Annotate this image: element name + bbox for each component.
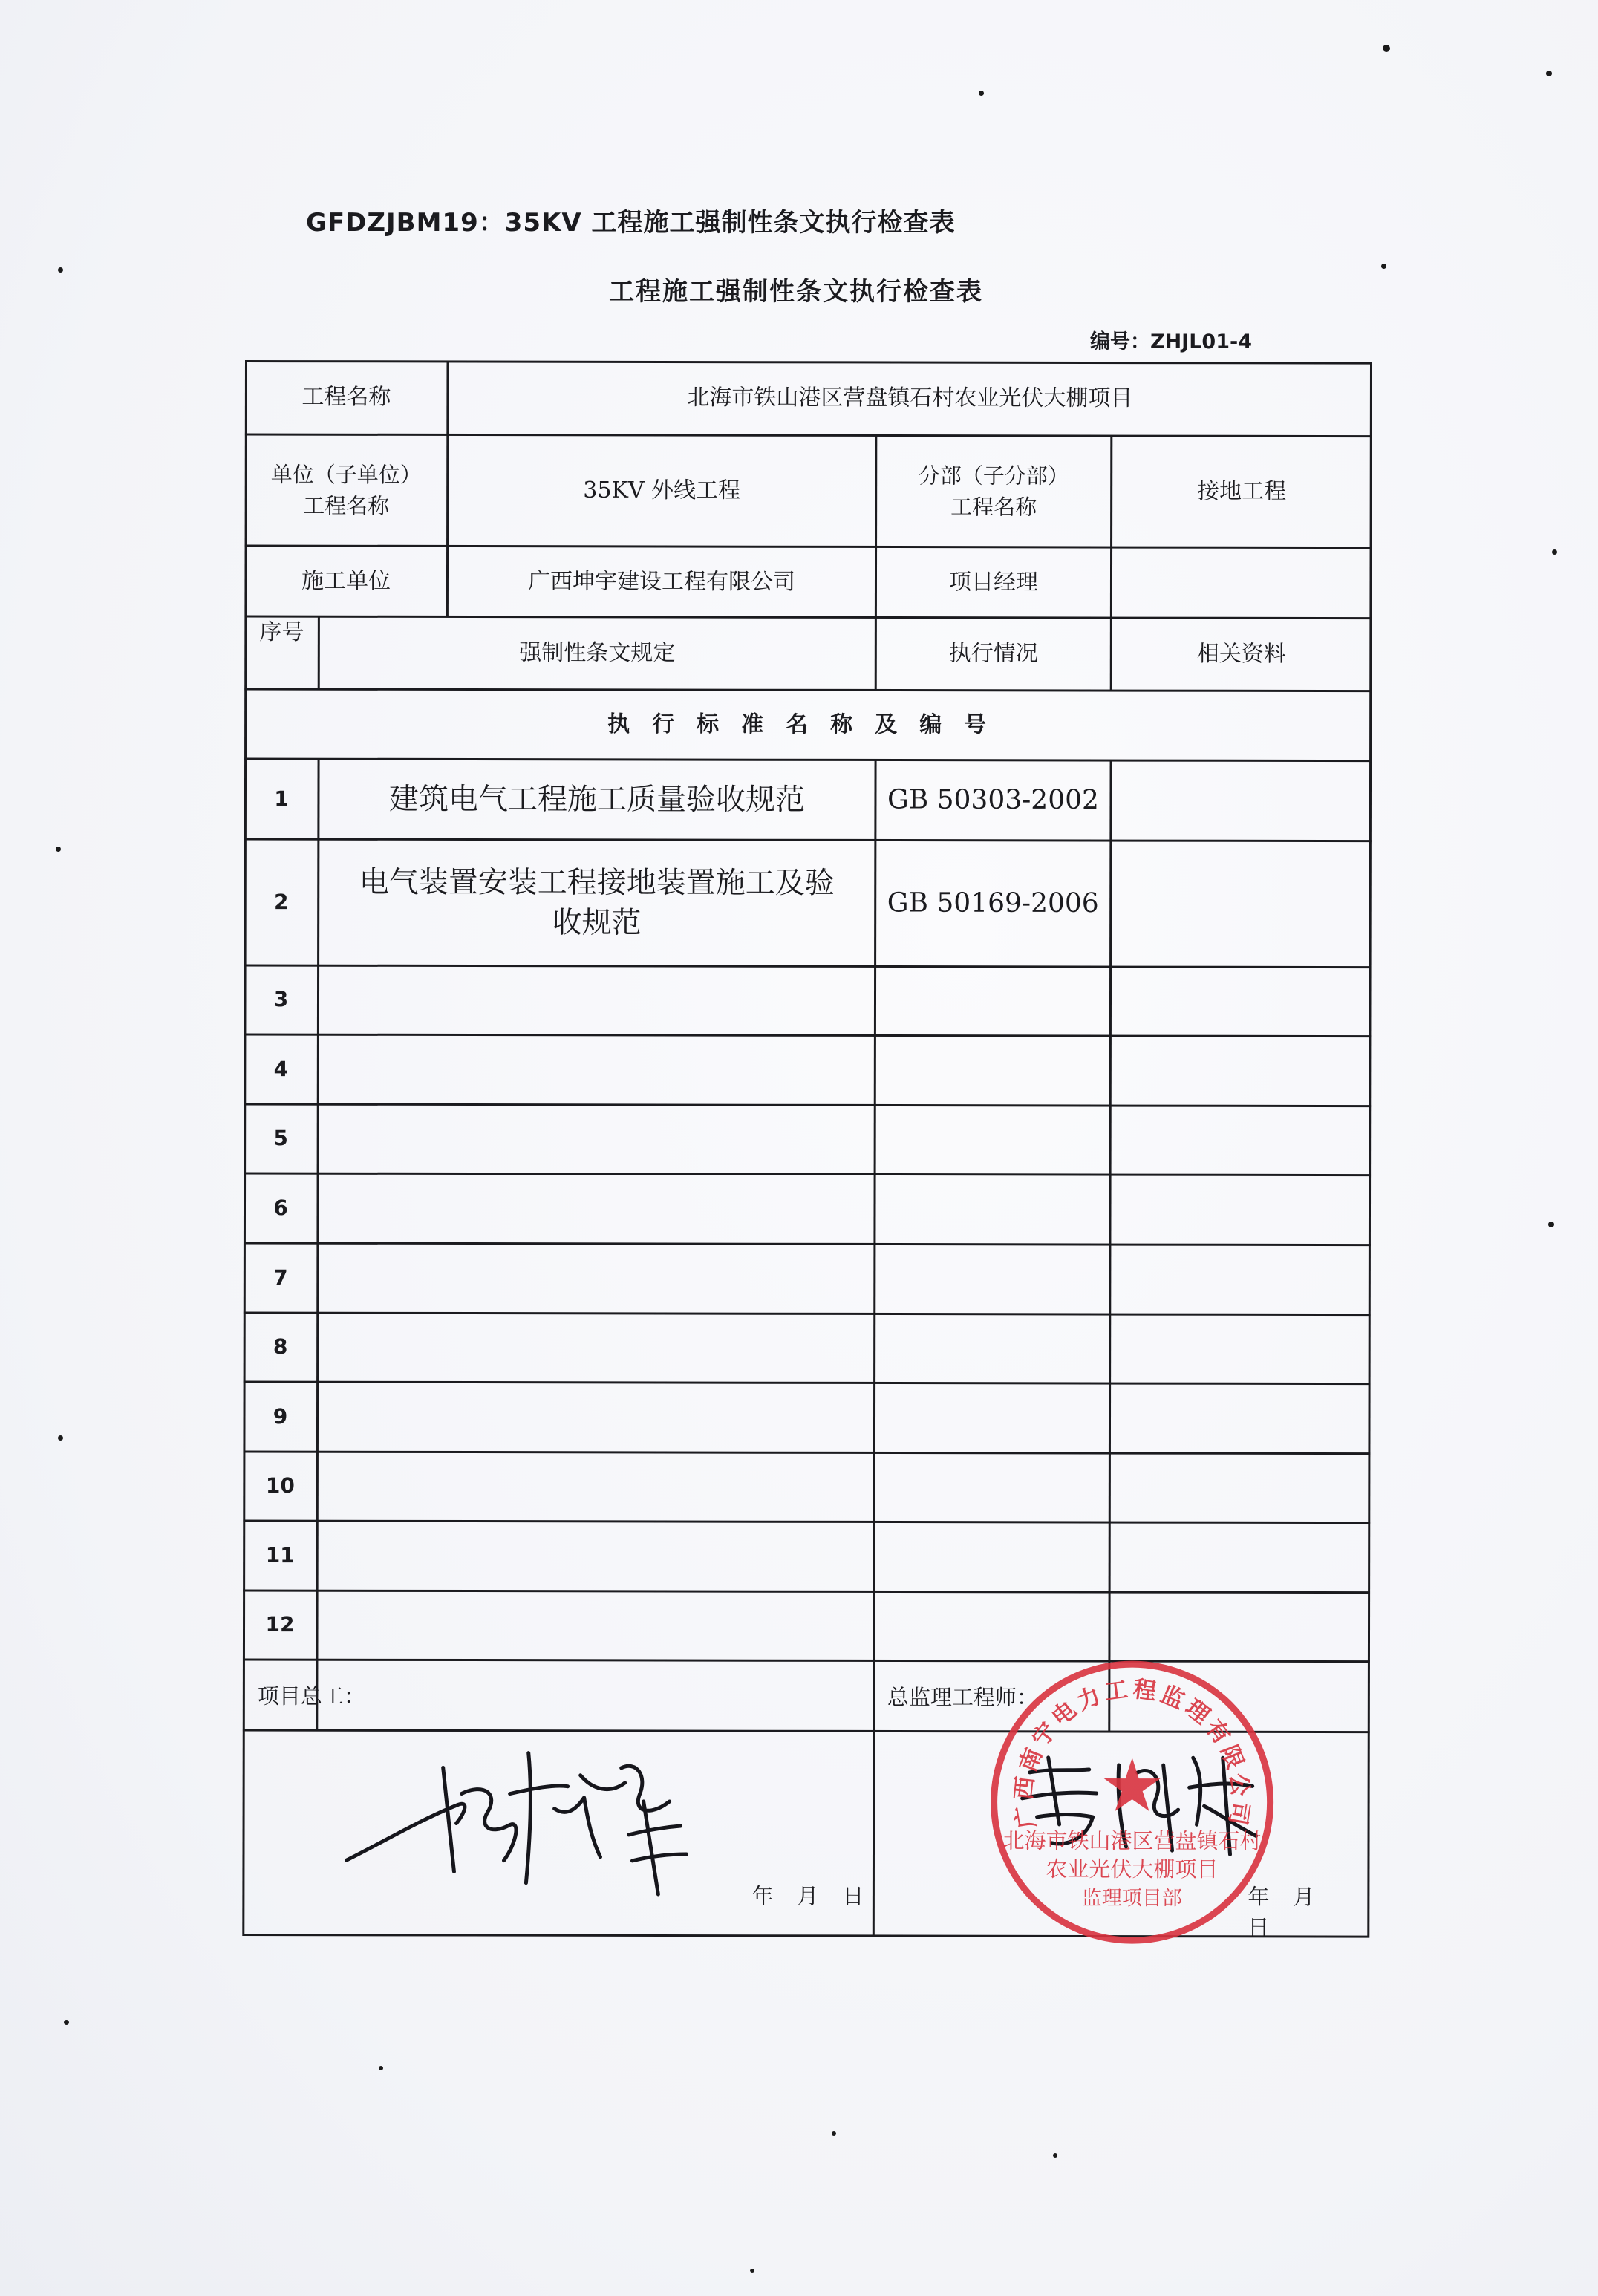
project-name-value: 北海市铁山港区营盘镇石村农业光伏大棚项目 xyxy=(687,385,1133,412)
row-number: 10 xyxy=(265,1473,295,1498)
scan-speck xyxy=(379,2066,383,2070)
svg-text:北海市铁山港区营盘镇石村: 北海市铁山港区营盘镇石村 xyxy=(1002,1827,1262,1854)
scan-speck xyxy=(832,2131,836,2136)
contractor-value: 广西坤宇建设工程有限公司 xyxy=(527,568,796,596)
row-number: 8 xyxy=(273,1334,288,1360)
serial-number: 编号：ZHJL01-4 xyxy=(1090,330,1252,353)
scan-speck xyxy=(979,91,984,96)
standard-name xyxy=(319,839,875,966)
svg-text:农业光伏大棚项目: 农业光伏大棚项目 xyxy=(1046,1856,1219,1882)
row-number: 2 xyxy=(273,889,289,914)
row-number: 1 xyxy=(274,786,289,811)
standard-name-line-1: 电气装置安装工程接地装置施工及验 xyxy=(359,865,835,901)
row-number: 11 xyxy=(265,1542,295,1568)
docs-cell xyxy=(1111,841,1372,968)
chief-supervisor-label: 总监理工程师： xyxy=(887,1684,1038,1710)
chief-engineer-signature xyxy=(331,1723,702,1902)
date-month: 月 xyxy=(1293,1884,1315,1910)
date-year: 年 xyxy=(1248,1884,1270,1910)
standard-code: GB 50169-2006 xyxy=(887,887,1099,919)
row-number: 9 xyxy=(273,1403,288,1429)
division-label xyxy=(876,435,1112,547)
scan-speck xyxy=(58,267,63,273)
scan-speck xyxy=(1546,71,1552,76)
manager-value xyxy=(1111,547,1372,619)
scan-speck xyxy=(1381,264,1386,269)
column-header-rule: 强制性条文规定 xyxy=(519,639,676,667)
column-header-docs: 相关资料 xyxy=(1196,641,1286,668)
date-month: 月 xyxy=(797,1883,819,1909)
unit-label-line-1: 单位（子单位） xyxy=(270,462,422,488)
row-number: 3 xyxy=(273,987,289,1012)
document-title: 工程施工强制性条文执行检查表 xyxy=(609,277,983,307)
division-value: 接地工程 xyxy=(1197,478,1287,505)
scan-speck xyxy=(1552,549,1557,555)
svg-text:监理项目部: 监理项目部 xyxy=(1081,1886,1182,1911)
inspection-table xyxy=(242,360,1372,1938)
division-label-line-2: 工程名称 xyxy=(950,494,1037,520)
division-label-line-1: 分部（子分部） xyxy=(918,463,1069,489)
section-title: 执行标准名称及编号 xyxy=(607,711,1009,739)
row-number: 12 xyxy=(265,1612,295,1637)
scan-speck xyxy=(64,2020,69,2025)
unit-value: 35KV 外线工程 xyxy=(583,477,741,504)
contractor-label: 施工单位 xyxy=(301,567,391,595)
chief-engineer-label: 项目总工： xyxy=(257,1683,365,1709)
scan-speck xyxy=(56,847,61,852)
row-number: 7 xyxy=(273,1265,288,1290)
svg-text:广西南宁电力工程监理有限公司: 广西南宁电力工程监理有限公司 xyxy=(1010,1675,1254,1831)
row-number: 4 xyxy=(273,1056,289,1081)
unit-label xyxy=(245,434,448,546)
supervision-seal xyxy=(983,1654,1281,1951)
row-number: 5 xyxy=(273,1126,288,1151)
docs-cell xyxy=(1111,760,1372,841)
column-header-status: 执行情况 xyxy=(948,640,1038,668)
scan-speck xyxy=(1383,45,1390,52)
left-date xyxy=(740,1879,875,1910)
standard-name: 建筑电气工程施工质量验收规范 xyxy=(388,782,806,818)
column-header-seq: 序号 xyxy=(259,619,304,646)
scan-speck xyxy=(1053,2153,1057,2158)
project-name-label: 工程名称 xyxy=(301,384,391,411)
scan-speck xyxy=(58,1435,63,1441)
date-day: 日 xyxy=(1248,1914,1270,1940)
scan-speck xyxy=(1548,1222,1554,1227)
unit-label-line-2: 工程名称 xyxy=(303,493,390,519)
document-code-line: GFDZJBM19：35KV 工程施工强制性条文执行检查表 xyxy=(306,208,956,238)
manager-label: 项目经理 xyxy=(948,569,1039,596)
standard-code: GB 50303-2002 xyxy=(887,784,1099,815)
date-year: 年 xyxy=(751,1883,774,1909)
date-day: 日 xyxy=(842,1883,864,1909)
standard-name-line-2: 收规范 xyxy=(552,905,642,940)
scan-speck xyxy=(750,2269,754,2273)
row-number: 6 xyxy=(273,1195,288,1220)
